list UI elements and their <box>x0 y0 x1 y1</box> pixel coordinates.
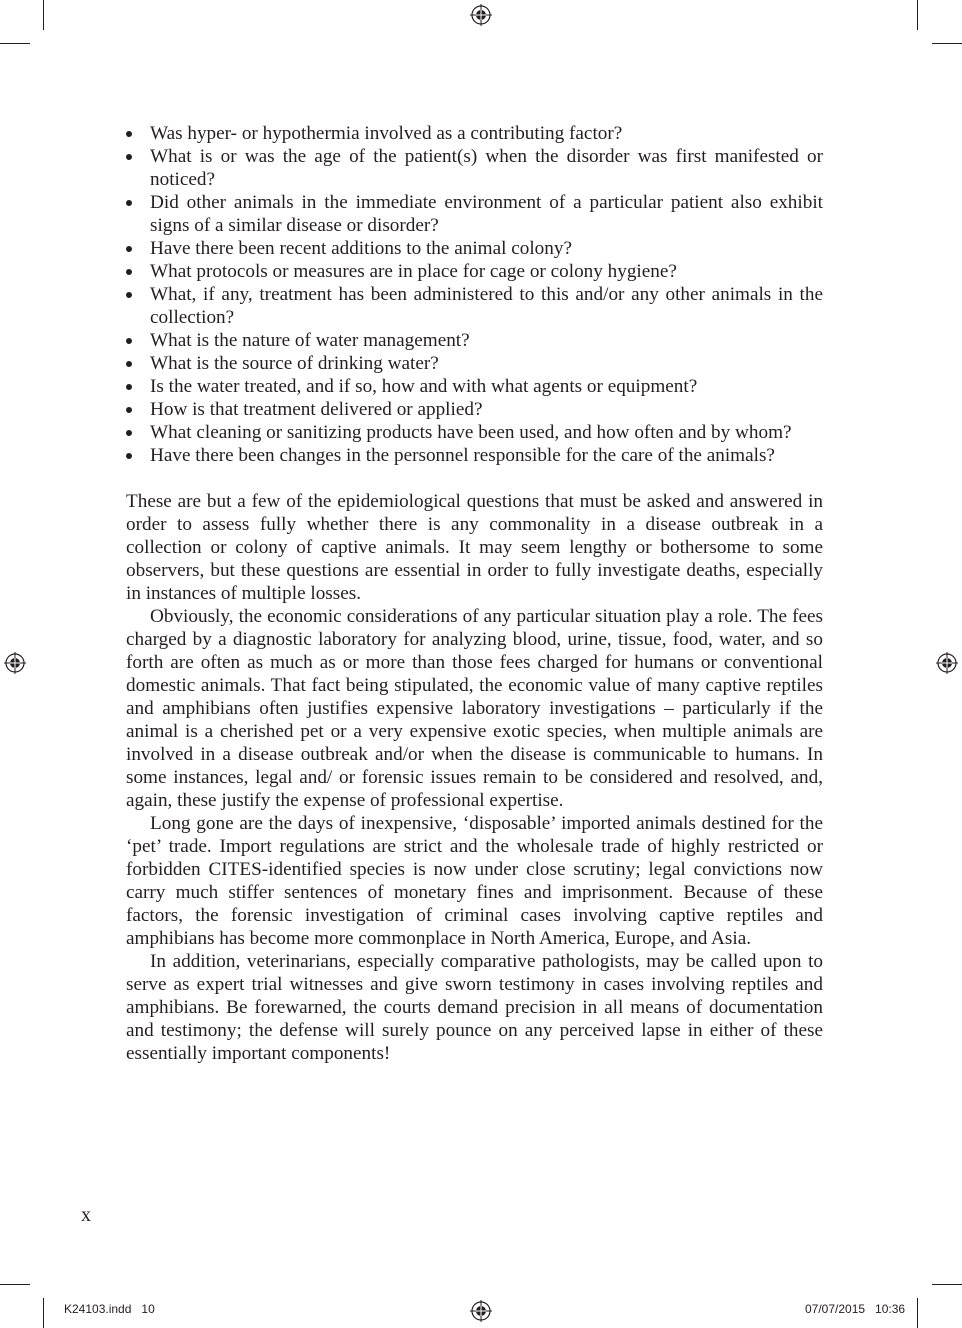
page-number: x <box>81 1204 91 1226</box>
bullet-icon <box>126 292 132 298</box>
list-item: What protocols or measures are in place for cage or colony hygiene? <box>126 260 823 283</box>
list-item: Have there been changes in the personnel responsible for the care of the animals? <box>126 444 823 467</box>
list-item: What, if any, treatment has been administered to this and/or any other animals in the collection? <box>126 283 823 329</box>
crop-mark-bottom-left-vertical <box>43 1298 44 1328</box>
crop-mark-bottom-left-horizontal <box>0 1284 30 1285</box>
crop-mark-top-left-horizontal <box>0 43 30 44</box>
paragraph: These are but a few of the epidemiological questions that must be asked and answered in order to assess fully whether there is any commonality in a disease outbreak in a collection or colony of captive animals. It may seem lengthy or bothersome to some observers, but these questions are essential in order to fully investigate deaths, especially in instances of multiple losses. <box>126 491 823 604</box>
list-item: How is that treatment delivered or applied? <box>126 398 823 421</box>
registration-mark-bottom-icon <box>470 1300 492 1322</box>
list-item: What is or was the age of the patient(s) when the disorder was first manifested or noticed? <box>126 145 823 191</box>
registration-mark-top-icon <box>470 4 492 26</box>
crop-mark-bottom-right-horizontal <box>932 1284 962 1285</box>
registration-mark-right-icon <box>936 652 958 674</box>
list-item: What is the source of drinking water? <box>126 352 823 375</box>
question-list <box>126 122 823 467</box>
bullet-icon <box>126 200 132 206</box>
slug-filename: K24103.indd 10 <box>64 1302 155 1316</box>
registration-mark-left-icon <box>4 652 26 674</box>
bullet-icon <box>126 453 132 459</box>
crop-mark-bottom-right-vertical <box>917 1298 918 1328</box>
list-item: What cleaning or sanitizing products have been used, and how often and by whom? <box>126 421 823 444</box>
bullet-icon <box>126 407 132 413</box>
crop-mark-top-right-vertical <box>917 0 918 30</box>
slug-datetime: 07/07/2015 10:36 <box>805 1302 906 1316</box>
bullet-icon <box>126 361 132 367</box>
list-item: Did other animals in the immediate environment of a particular patient also exhibit signs of a similar disease or disorder? <box>126 191 823 237</box>
paragraph: Long gone are the days of inexpensive, ‘disposable’ imported animals destined for the ‘pet’ trade. Import regulations are strict and the wholesale trade of highly restricted or forbidden CITES-identified species is now under close scrutiny; legal convictions now carry much stiffer sentences of monetary fines and imprisonment. Because of these factors, the forensic investigation of criminal cases involving captive reptiles and amphibians has become more commonplace in North America, Europe, and Asia. <box>126 813 823 949</box>
list-item: What is the nature of water management? <box>126 329 823 352</box>
list-item: Have there been recent additions to the animal colony? <box>126 237 823 260</box>
bullet-icon <box>126 430 132 436</box>
bullet-icon <box>126 131 132 137</box>
body-text <box>126 122 823 1065</box>
bullet-icon <box>126 269 132 275</box>
bullet-icon <box>126 338 132 344</box>
paragraph: Obviously, the economic considerations of any particular situation play a role. The fees charged by a diagnostic laboratory for analyzing blood, urine, tissue, food, water, and so forth are often as much as or more than those fees charged for humans or conventional domestic animals. That fact being stipulated, the economic value of many captive reptiles and amphibians often justifies expensive laboratory investigations – particularly if the animal is a cherished pet or a very expensive exotic species, when multiple animals are involved in a disease outbreak and/or when the disease is communicable to humans. In some instances, legal and/ or forensic issues remain to be considered and resolved, and, again, these justify the expense of professional expertise. <box>126 606 823 811</box>
crop-mark-top-right-horizontal <box>932 43 962 44</box>
list-item: Was hyper- or hypothermia involved as a contributing factor? <box>126 122 823 145</box>
bullet-icon <box>126 246 132 252</box>
bullet-icon <box>126 384 132 390</box>
paragraph: In addition, veterinarians, especially comparative pathologists, may be called upon to serve as expert trial witnesses and give sworn testimony in cases involving reptiles and amphibians. Be forewarned, the courts demand precision in all means of documentation and testimony; the defense will surely pounce on any perceived lapse in either of these essentially important components! <box>126 951 823 1064</box>
list-item: Is the water treated, and if so, how and with what agents or equipment? <box>126 375 823 398</box>
crop-mark-top-left-vertical <box>43 0 44 30</box>
bullet-icon <box>126 154 132 160</box>
